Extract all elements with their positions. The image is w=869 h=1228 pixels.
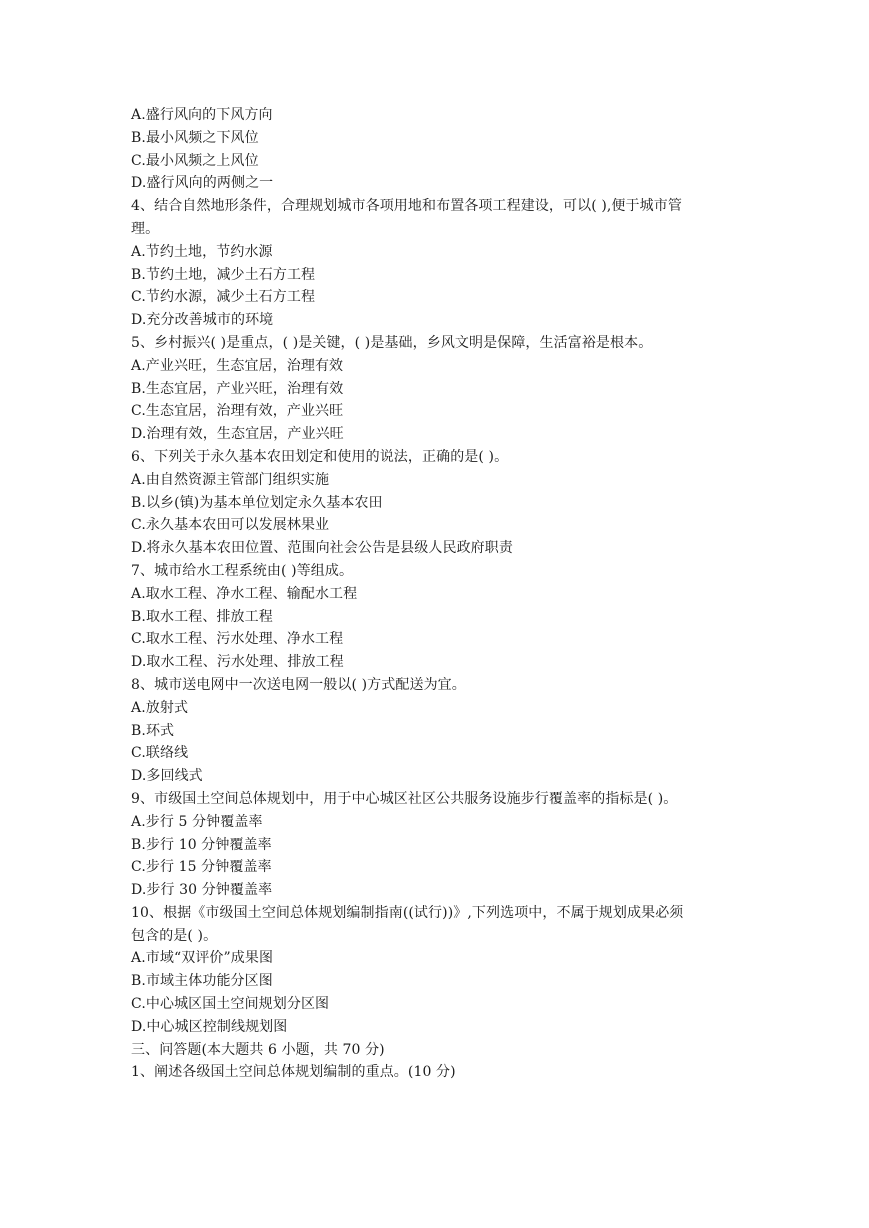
text-line: D.步行 30 分钟覆盖率 — [131, 882, 273, 899]
text-line: C.取水工程、污水处理、净水工程 — [131, 631, 344, 648]
text-line: B.环式 — [131, 722, 175, 739]
text-line: A.由自然资源主管部门组织实施 — [131, 471, 330, 488]
text-line: A.放射式 — [131, 699, 189, 716]
text-line: A.取水工程、净水工程、输配水工程 — [131, 585, 358, 602]
text-line: B.生态宜居，产业兴旺，治理有效 — [131, 380, 344, 397]
text-line: A.步行 5 分钟覆盖率 — [131, 813, 263, 830]
text-line: D.盛行风向的两侧之一 — [131, 175, 274, 192]
text-line: B.取水工程、排放工程 — [131, 608, 273, 625]
text-line: A.产业兴旺，生态宜居，治理有效 — [131, 357, 344, 374]
text-line: 4、结合自然地形条件，合理规划城市各项用地和布置各项工程建设，可以( ),便于城市管 — [131, 198, 682, 215]
text-line: 5、乡村振兴( )是重点，( )是关键，( )是基础，乡风文明是保障，生活富裕是根本。 — [131, 334, 653, 351]
document-body — [131, 104, 751, 1084]
text-line: B.以乡(镇)为基本单位划定永久基本农田 — [131, 494, 383, 511]
text-line: D.将永久基本农田位置、范围向社会公告是县级人民政府职责 — [131, 540, 513, 557]
text-line: C.中心城区国土空间规划分区图 — [131, 996, 330, 1013]
text-line: C.联络线 — [131, 745, 189, 762]
text-line: D.充分改善城市的环境 — [131, 312, 274, 329]
text-line: 9、市级国土空间总体规划中，用于中心城区社区公共服务设施步行覆盖率的指标是( )。 — [131, 790, 678, 807]
text-line: C.步行 15 分钟覆盖率 — [131, 859, 272, 876]
text-line: 6、下列关于永久基本农田划定和使用的说法，正确的是( )。 — [131, 448, 509, 465]
text-line: B.市域主体功能分区图 — [131, 973, 273, 990]
text-line: 7、城市给水工程系统由( )等组成。 — [131, 562, 354, 579]
text-line: A.节约土地，节约水源 — [131, 243, 273, 260]
text-line: A.市域“双评价”成果图 — [131, 950, 274, 967]
text-line: 10、根据《市级国土空间总体规划编制指南((试行))》,下列选项中，不属于规划成果必须 — [131, 904, 684, 921]
text-line: C.节约水源，减少土石方工程 — [131, 289, 316, 306]
text-line: 包含的是( )。 — [131, 927, 218, 944]
text-line: 1、阐述各级国土空间总体规划编制的重点。(10 分) — [131, 1064, 456, 1081]
text-line: B.节约土地，减少土石方工程 — [131, 266, 316, 283]
text-line: 三、问答题(本大题共 6 小题，共 70 分) — [131, 1041, 385, 1058]
text-line: C.永久基本农田可以发展林果业 — [131, 517, 330, 534]
text-line: A.盛行风向的下风方向 — [131, 107, 273, 123]
text-line: D.多回线式 — [131, 768, 203, 785]
text-line: B.步行 10 分钟覆盖率 — [131, 836, 272, 853]
text-line: C.生态宜居，治理有效，产业兴旺 — [131, 403, 344, 420]
text-line: B.最小风频之下风位 — [131, 129, 259, 146]
text-line: D.治理有效，生态宜居，产业兴旺 — [131, 426, 344, 443]
text-line: D.取水工程、污水处理、排放工程 — [131, 654, 344, 671]
text-line: 8、城市送电网中一次送电网一般以( )方式配送为宜。 — [131, 676, 466, 693]
text-line: C.最小风频之上风位 — [131, 152, 259, 169]
text-line: 理。 — [131, 220, 160, 237]
text-line: D.中心城区控制线规划图 — [131, 1018, 288, 1035]
